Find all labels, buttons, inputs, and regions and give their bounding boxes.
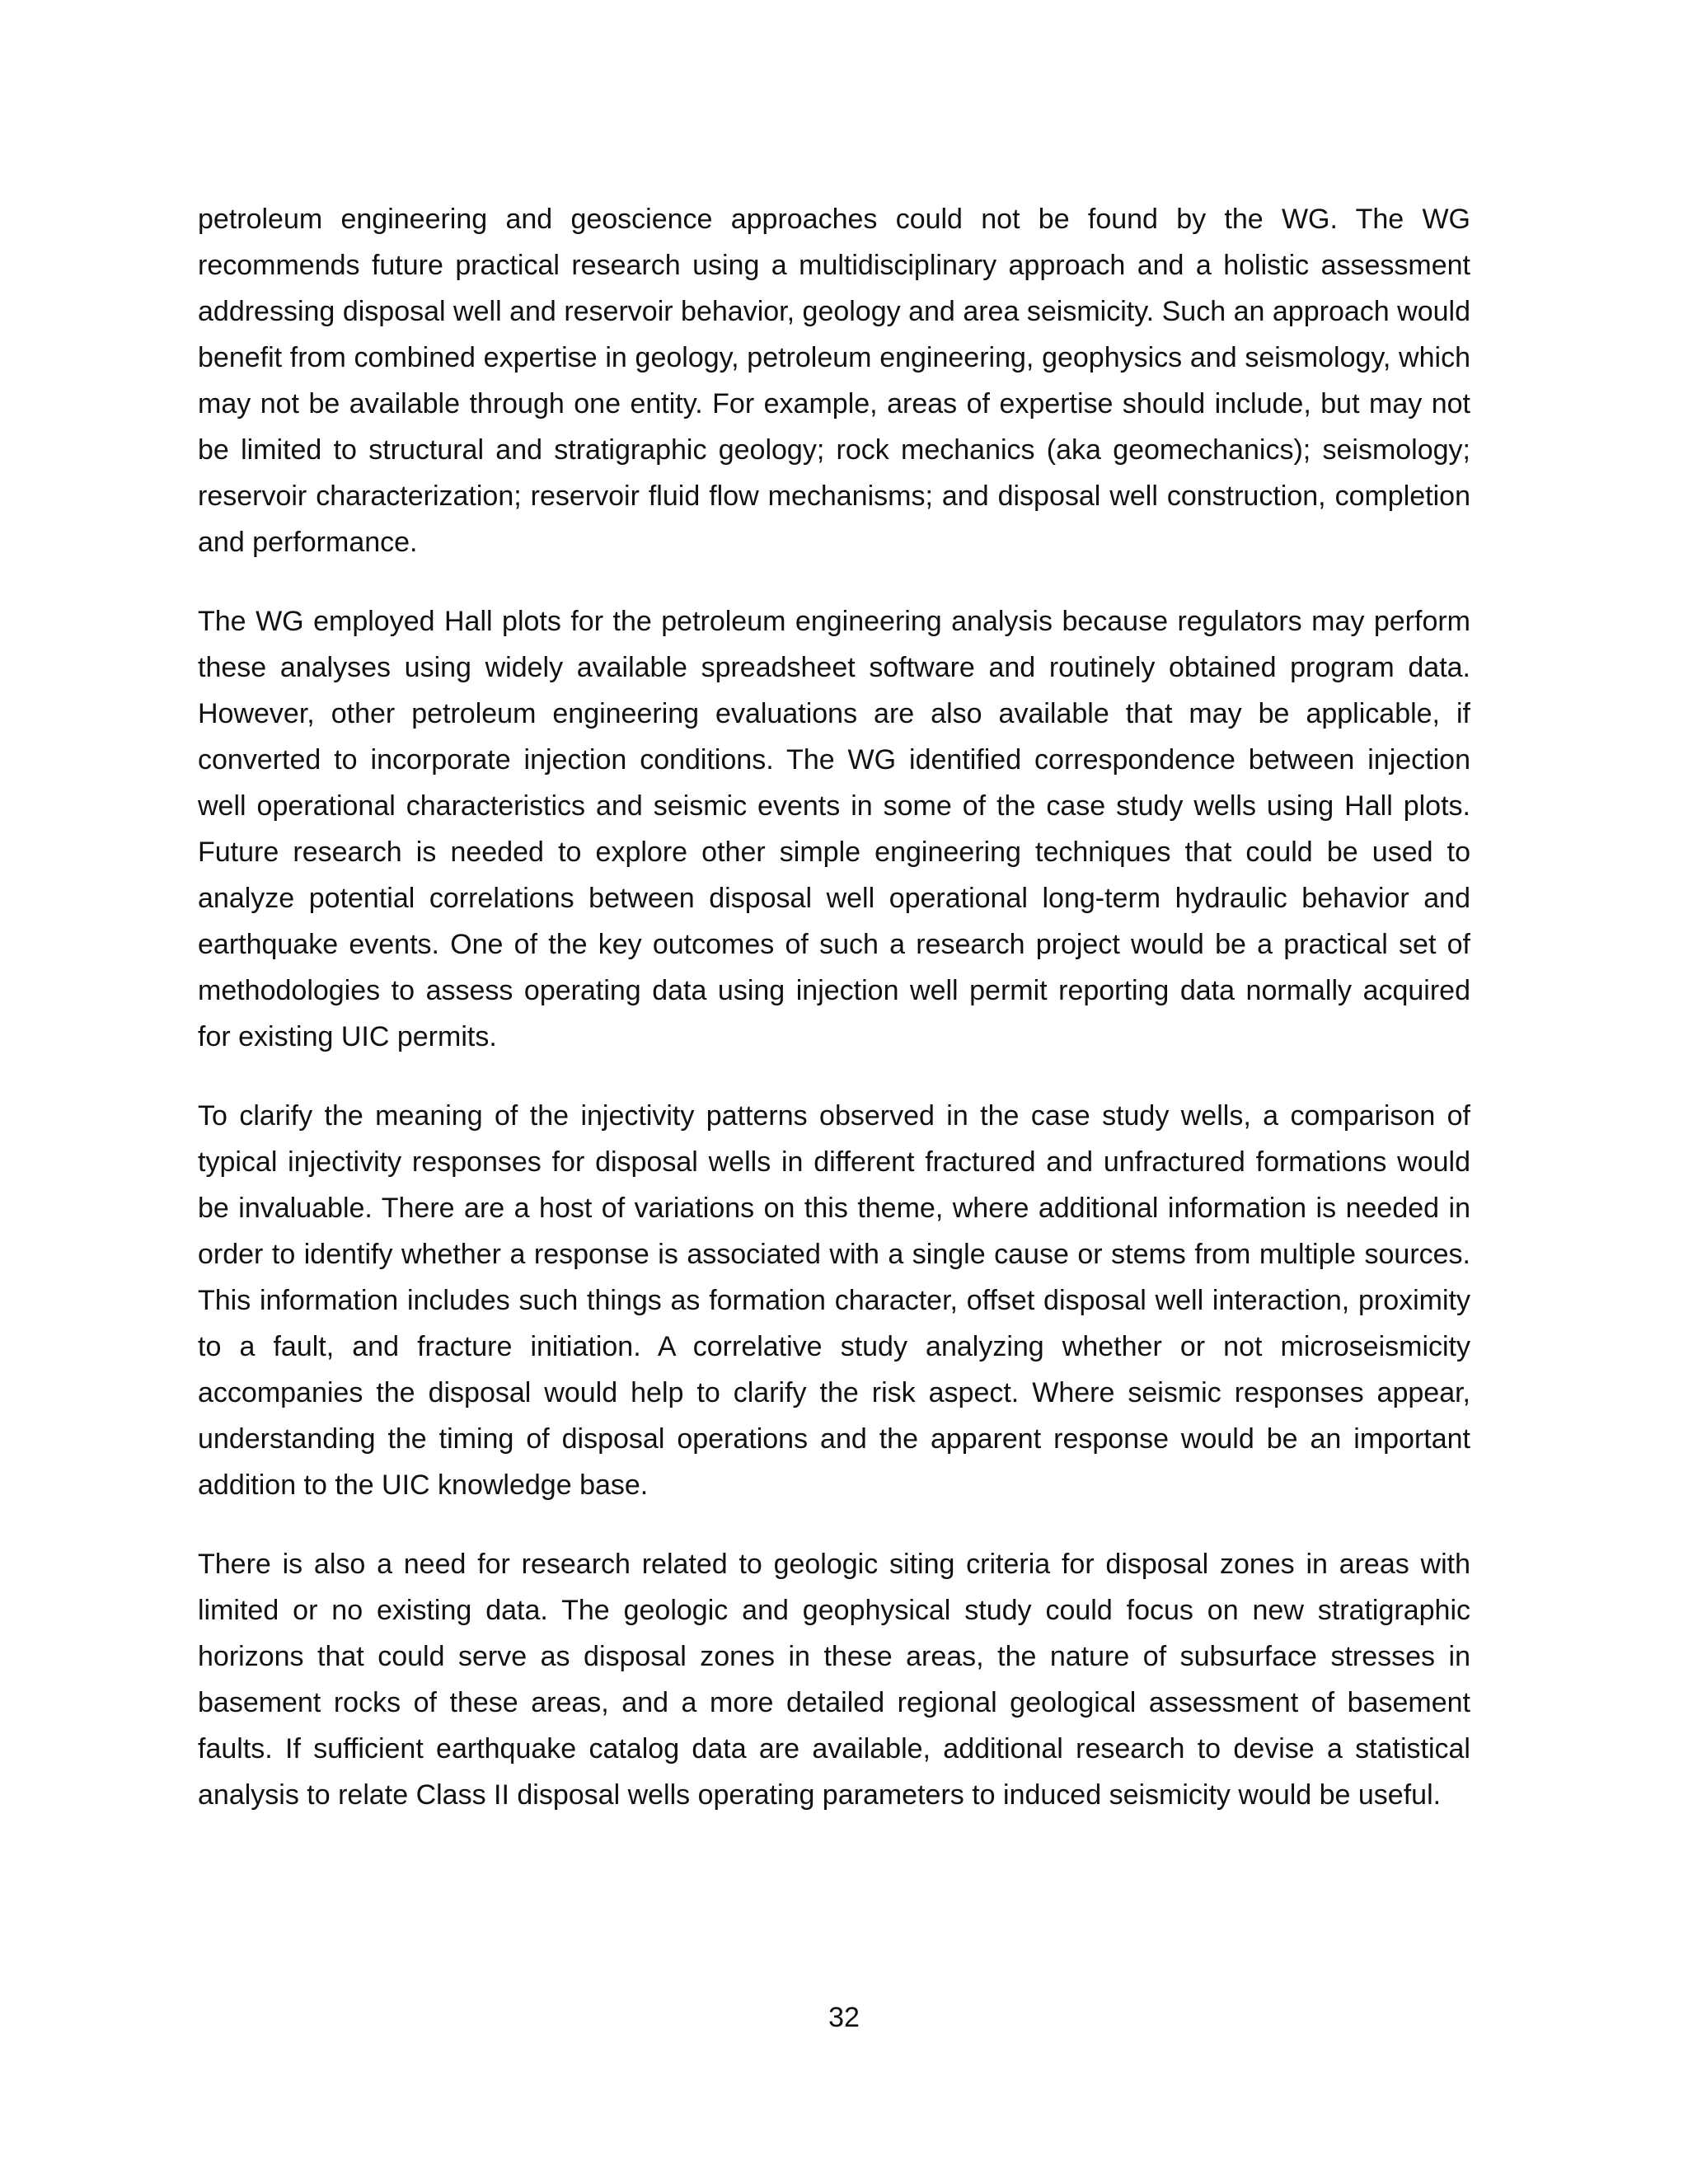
body-text	[198, 196, 1470, 1851]
paragraph-geologic-siting: There is also a need for research related to geologic siting criteria for disposal zones in areas with limited or no existing data. The geologic and geophysical study could focus on new stratigraphic horizons that could serve as disposal zones in these areas, the nature of subsurface stresses in basement rocks of these areas, and a more detailed regional geological assessment of basement faults. If sufficient earthquake catalog data are available, additional research to devise a statistical analysis to relate Class II disposal wells operating parameters to induced seismicity would be useful.	[198, 1549, 1470, 1811]
paragraph-hall-plots: The WG employed Hall plots for the petroleum engineering analysis because regulators may perform these analyses using widely available spreadsheet software and routinely obtained program data. However, other petroleum engineering evaluations are also available that may be applicable, if converted to incorporate injection conditions. The WG identified correspondence between injection well operational characteristics and seismic events in some of the case study wells using Hall plots. Future research is needed to explore other simple engineering techniques that could be used to analyze potential correlations between disposal well operational long-term hydraulic behavior and earthquake events. One of the key outcomes of such a research project would be a practical set of methodologies to assess operating data using injection well permit reporting data normally acquired for existing UIC permits.	[198, 606, 1470, 1052]
paragraph-continuation: petroleum engineering and geoscience approaches could not be found by the WG. The WG recommends future practical research using a multidisciplinary approach and a holistic assessment addressing disposal well and reservoir behavior, geology and area seismicity. Such an approach would benefit from combined expertise in geology, petroleum engineering, geophysics and seismology, which may not be available through one entity. For example, areas of expertise should include, but may not be limited to structural and stratigraphic geology; rock mechanics (aka geomechanics); seismology; reservoir characterization; reservoir fluid flow mechanisms; and disposal well construction, completion and performance.	[198, 204, 1470, 558]
paragraph-injectivity-patterns: To clarify the meaning of the injectivity patterns observed in the case study wells, a comparison of typical injectivity responses for disposal wells in different fractured and unfractured formations would be invaluable. There are a host of variations on this theme, where additional information is needed in order to identify whether a response is associated with a single cause or stems from multiple sources. This information includes such things as formation character, offset disposal well interaction, proximity to a fault, and fracture initiation. A correlative study analyzing whether or not microseismicity accompanies the disposal would help to clarify the risk aspect. Where seismic responses appear, understanding the timing of disposal operations and the apparent response would be an important addition to the UIC knowledge base.	[198, 1100, 1470, 1501]
page-number: 32	[828, 2002, 860, 2033]
